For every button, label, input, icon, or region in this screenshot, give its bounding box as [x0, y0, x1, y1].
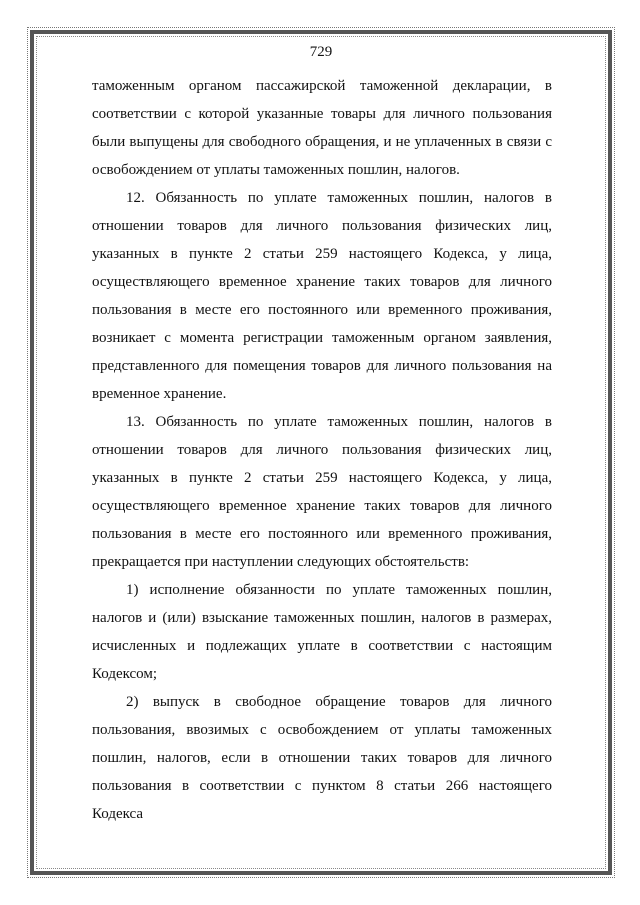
- document-body: [92, 72, 552, 828]
- paragraph-subclause-2: 2) выпуск в свободное обращение товаров для личного пользования, ввозимых с освобождением от уплаты таможенных пошлин, налогов, если в отношении таких товаров для личного пользования в соответствии с пунктом 8 статьи 266 настоящего Кодекса: [92, 694, 552, 822]
- paragraph-clause-13: 13. Обязанность по уплате таможенных пошлин, налогов в отношении товаров для личного пользования физических лиц, указанных в пункте 2 статьи 259 настоящего Кодекса, у лица, осуществляющего временное хранение таких товаров для личного пользования в месте его постоянного или временного проживания, прекращается при наступлении следующих обстоятельств:: [92, 414, 552, 570]
- paragraph-continuation: таможенным органом пассажирской таможенной декларации, в соответствии с которой указанные товары для личного пользования были выпущены для свободного обращения, и не уплаченных в связи с освобождением от уплаты таможенных пошлин, налогов.: [92, 78, 552, 178]
- paragraph-clause-12: 12. Обязанность по уплате таможенных пошлин, налогов в отношении товаров для личного пользования физических лиц, указанных в пункте 2 статьи 259 настоящего Кодекса, у лица, осуществляющего временное хранение таких товаров для личного пользования в месте его постоянного или временного проживания, возникает с момента регистрации таможенным органом заявления, представленного для помещения товаров для личного пользования на временное хранение.: [92, 190, 552, 402]
- paragraph-subclause-1: 1) исполнение обязанности по уплате таможенных пошлин, налогов и (или) взыскание таможенных пошлин, налогов в размерах, исчисленных и подлежащих уплате в соответствии с настоящим Кодексом;: [92, 582, 552, 682]
- page-number: 729: [309, 44, 333, 60]
- document-page: [30, 30, 612, 875]
